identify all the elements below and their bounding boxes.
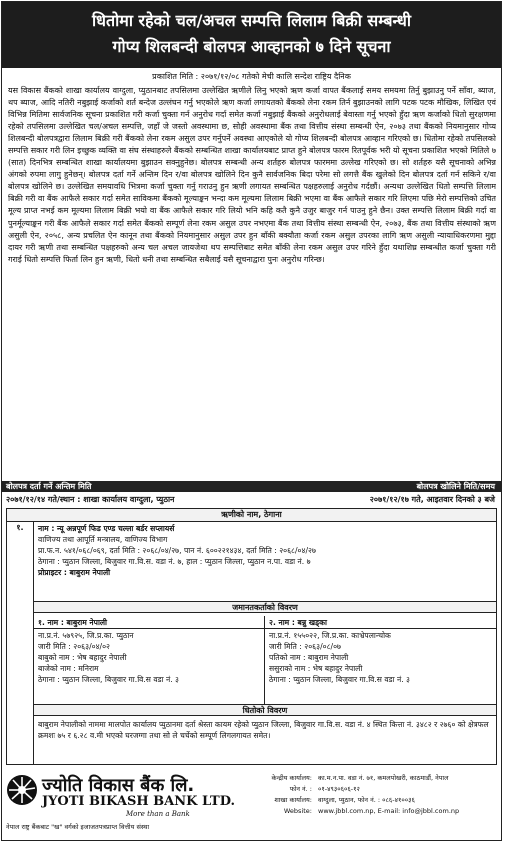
bank-name-english: JYOTI BIKASH BANK LTD. — [42, 794, 236, 809]
title-line-2: गोप्य शिलबन्दी बोलपत्र आव्हानको ७ दिने सूचना — [112, 37, 391, 56]
guarantor-2-father-in-law: ससुराको नाम : भेष बहादुर नेपाली — [269, 664, 363, 673]
guarantor-1-name: १. नाम : बाबुराम नेपाली — [34, 617, 264, 629]
guarantor-2-address: ठेगाना : प्युठान जिल्ला, बिजुवार गा.वि.स वडा नं. ३ — [269, 675, 410, 684]
guarantor-1 — [34, 616, 265, 704]
guarantor-1-citizenship: ना.प्र.नं. ५७९२५, जि.प्र.का. प्युठान — [38, 631, 134, 640]
guarantor-section-header: जमानतकर्ताको विवरण — [34, 601, 496, 613]
branch-value: वाग्दुला, प्युठान, फोन नं. : ०८६-४१००३६ — [318, 796, 415, 804]
borrower-details — [34, 521, 496, 764]
collateral-section-header: धितोको विवरण — [34, 704, 496, 716]
deadline-value: २०७१/१२/१४ गते/स्थान : शाखा कार्यालय वाग्दुला, प्युठान — [6, 495, 175, 504]
guarantor-1-address: ठेगाना : प्युठान जिल्ला, बिजुवार गा.वि.स वडा नं. ३ — [38, 675, 179, 684]
central-office-value: का.म.न.पा. वडा नं. ७१, कमलपोखरी, काठमाडौं, नेपाल — [318, 774, 449, 782]
notice-title-banner — [2, 2, 501, 68]
branch-label: शाखा कार्यालय: — [274, 796, 312, 804]
opening-label: बोलपत्र खोलिने मिति/समय — [416, 482, 495, 491]
guarantor-2-citizenship: ना.प्र.नं. १५५०२२, जि.प्र.का. काभ्रेपलान्चोक — [269, 631, 391, 640]
website-label: Website: — [283, 807, 312, 815]
published-date: प्रकाशित मिति : २०७१/१२/०८ गतेको मेची कालि सन्देश राष्ट्रिय दैनिक — [152, 72, 351, 81]
borrower-registration-authority: वाणिज्य तथा आपूर्ति मन्त्रालय, वाणिज्य विभाग — [38, 535, 168, 544]
title-line-1: धितोमा रहेको चल/अचल सम्पत्ति लिलाम बिक्री सम्बन्धी — [92, 11, 411, 30]
borrower-table — [6, 508, 497, 765]
central-office-label: केन्द्रीय कार्यालय: — [271, 774, 312, 782]
borrower-table-header: ऋणीको नाम, ठेगाना — [7, 509, 496, 522]
phone-label: फोन नं. : — [289, 785, 312, 793]
notice-page — [1, 1, 502, 841]
guarantor-1-grandfather: बाजेको नाम : मनिराम — [38, 664, 99, 673]
borrower-address: ठेगाना : प्युठान जिल्ला, बिजुवार गा.वि.स. वडा नं. ७, हाल : प्युठान जिल्ला, प्युठान न.पा. वडा नं. ७ — [38, 557, 311, 566]
schedule-label-bar — [2, 481, 501, 492]
opening-value: २०७१/१२/१७ गते, आइतवार दिनको ३ बजे — [369, 495, 495, 504]
bank-tagline: More than a Bank — [126, 810, 190, 818]
sunburst-logo-icon — [6, 774, 38, 806]
bank-license-note: नेपाल राष्ट्र बैंकबाट "ख" वर्गको इजाजतपत्रप्राप्त वित्तीय संस्था — [6, 823, 150, 831]
borrower-name: नाम : न्यू अन्नपूर्ण फिड एण्ड चल्ला बर्डर सप्लायर्स — [38, 524, 175, 533]
notice-body: यस विकास बैंकको शाखा कार्यालय वाग्दुला, प्युठानबाट तपसिलमा उल्लेखित ऋणीले लिनु भएको ऋण कर्जा वापत बैंकलाई समय समयमा तिर्नु बुझाउनु पर्ने साँवा, ब्याज, थप ब्याज, आदि नतिरी नबुझाई कर्जाको शर्त बन्देज उल्लंघन गर्नु भएकोले ऋण कर्जा लगायतको बैंकको लेना रकम तिर्न बुझाउनको लागि पटक पटक मौखिक, लिखित एवं विभिन्न मितिमा सार्वजनिक सूचना प्रकाशित गरी कर्जा चुक्ता गर्न अनुरोध गर्दा समेत कर्जा नबुझाई बैंकको अनुरोधलाई बेवास्ता गर्नु भएको हुँदा ऋण कर्जाको धितो सुरक्षणमा रहेको तपसिलमा उल्लेखित चल/अचल सम्पत्ति, जहाँ जे जस्तो अवस्थामा छ, सोही अवस्थामा बैंक तथा वित्तीय संस्था सम्बन्धी ऐन, २०७३ तथा बैंकको नियमानुसार गोप्य शिलबन्दी बोलपत्रद्वारा लिलाम बिक्री गरी बैंकको लेना रकम असुल उपर गर्नुपर्ने अवस्था आएकोले यो गोप्य शिलबन्दी बोलपत्र आव्हान गरिएको छ। धितोमा रहेको तपसिलको सम्पत्ति सकार गरी लिन इच्छुक व्यक्ति वा संघ संस्थाहरुले बैंकको सम्बन्धित शाखा कार्यालयबाट प्राप्त हुने बोलपत्र फारम रितपूर्वक भरी यो सूचना प्रकाशित भएको मितिले ७ (सात) दिनभित्र सम्बन्धित शाखा कार्यालयमा बुझाउन सक्नुहुनेछ। बोलपत्र सम्बन्धी अन्य शर्तहरु बोलपत्र फारममा उल्लेख गरिएको छ। सो शर्तहरु यसै सूचनाको अभिन्न अंगको रुपमा लागु हुनेछन्। बोलपत्र दर्ता गर्ने अन्तिम दिन र/वा बोलपत्र खोलिने दिन कुनै सार्वजनिक बिदा परेमा सो लगत्तै बैंक खुलेको दिन बोलपत्र दर्ता गर्न सकिने र/वा बोलपत्र खोलिने छ। उल्लेखित समयावधि भित्रमा कर्जा चुक्ता गर्नु गराउनु हुन ऋणी लगायत सम्बन्धित पक्षहरुलाई अनुरोध गर्दछौं। अन्यथा उल्लेखित धितो सम्पत्ति लिलाम बिक्री गरी वा बैंक आफैले सकार गर्दा समेत साविकमा बैंकको मूल्याङ्कन भन्दा कम मूल्यमा लिलाम बिक्री भएमा वा बैंक आफैले सकार गरि लिएमा पछि मेरो सम्पत्तिको उचित मूल्य प्राप्त नभई कम मूल्यमा लिलाम बिक्री भयो वा बैंक आफैले सकार गरि लियो भनि कहि कतै कुनै उजुर बाजुर गर्न पाउनु हुने छैन। उक्त सम्पत्ति लिलाम बिक्री गर्दा वा पुनर्मूल्याङ्कन गरी बैंक आफैले सकार गर्दा समेत बैंकको सम्पूर्ण लेना रकम असुल उपर नभएमा बैंक तथा वित्तीय संस्था सम्बन्धी ऐन, २०७३, बैंक तथा वित्तीय संस्थाको ऋण असुली ऐन, २०५८, अन्य प्रचलित ऐन कानून तथा बैंकको नियमानुसार असुल उपर हुन बाँकी बक्यौता कर्जा रकम असुल उपरका लागि ऋण असुली न्यायाधिकरणमा मुद्दा दायर गरी ऋणी तथा सम्बन्धित पक्षहरुको अन्य चल अचल जायजेथा थप सम्पत्तिबाट समेत बाँकी लेना रकम असुल उपर गरिने हुँदा यथाशिघ्र सम्बन्धीत कर्जा चुक्ता गरी गराई धितो सम्पत्ति फिर्ता लिन हुन ऋणी, धितो धनी तथा सम्बन्धित सबैलाई यसै सूचनाद्वारा पुनः अनुरोध गरिन्छ। — [8, 86, 496, 264]
phone-value: ०१-४९३०६०६-१२ — [318, 785, 360, 793]
guarantor-2-issued: जारी मिति : २०६३/०८/०७ — [269, 642, 341, 651]
guarantor-2-name: २. नाम : बन्नु खड्का — [265, 617, 496, 629]
schedule-values — [6, 494, 497, 506]
serial-number: १. — [7, 521, 34, 764]
guarantor-1-issued: जारी मिति : २०६३/०४/०२ — [38, 642, 110, 651]
borrower-registration: प्रा.फ.न. ५४१/०६८/०६९, दर्ता मिति : २०६८/०४/२७, पान नं. ६००२२१४३४, दर्ता मिति : २०६८/०४/२७ — [38, 546, 316, 555]
bank-name-nepali: ज्योति विकास बैंक लि. — [42, 775, 195, 796]
guarantor-1-father: बाबुको नाम : भेष बहादुर नेपाली — [38, 653, 127, 662]
bank-logo — [6, 772, 236, 832]
bank-contact — [236, 773, 498, 817]
guarantor-2 — [265, 616, 496, 704]
borrower-proprietor: प्रोप्राइटर : बाबुराम नेपाली — [38, 568, 111, 577]
guarantor-2-spouse: पतिको नाम : बाबुराम नेपाली — [269, 653, 349, 662]
website-value[interactable]: www.jbbl.com.np, E-mail: info@jbbl.com.np — [318, 807, 460, 815]
deadline-label: बोलपत्र दर्ता गर्ने अन्तिम मिति — [6, 482, 92, 491]
collateral-details: बाबुराम नेपालीको नाममा मालपोत कार्यालय प्युठानमा दर्ता श्रेस्ता कायम रहेको प्युठान जिल्ला, बिजुवार गा.वि.स. वडा नं. ४ स्थित कित्ता नं. ३४८२ र २७६० को क्षेत्रफल क्रमशः ७५ र ६.२८ व.मी भएको घरजग्गा तथा सो ले चर्चेको सम्पूर्ण लिगलगायत समेत। — [38, 720, 489, 740]
